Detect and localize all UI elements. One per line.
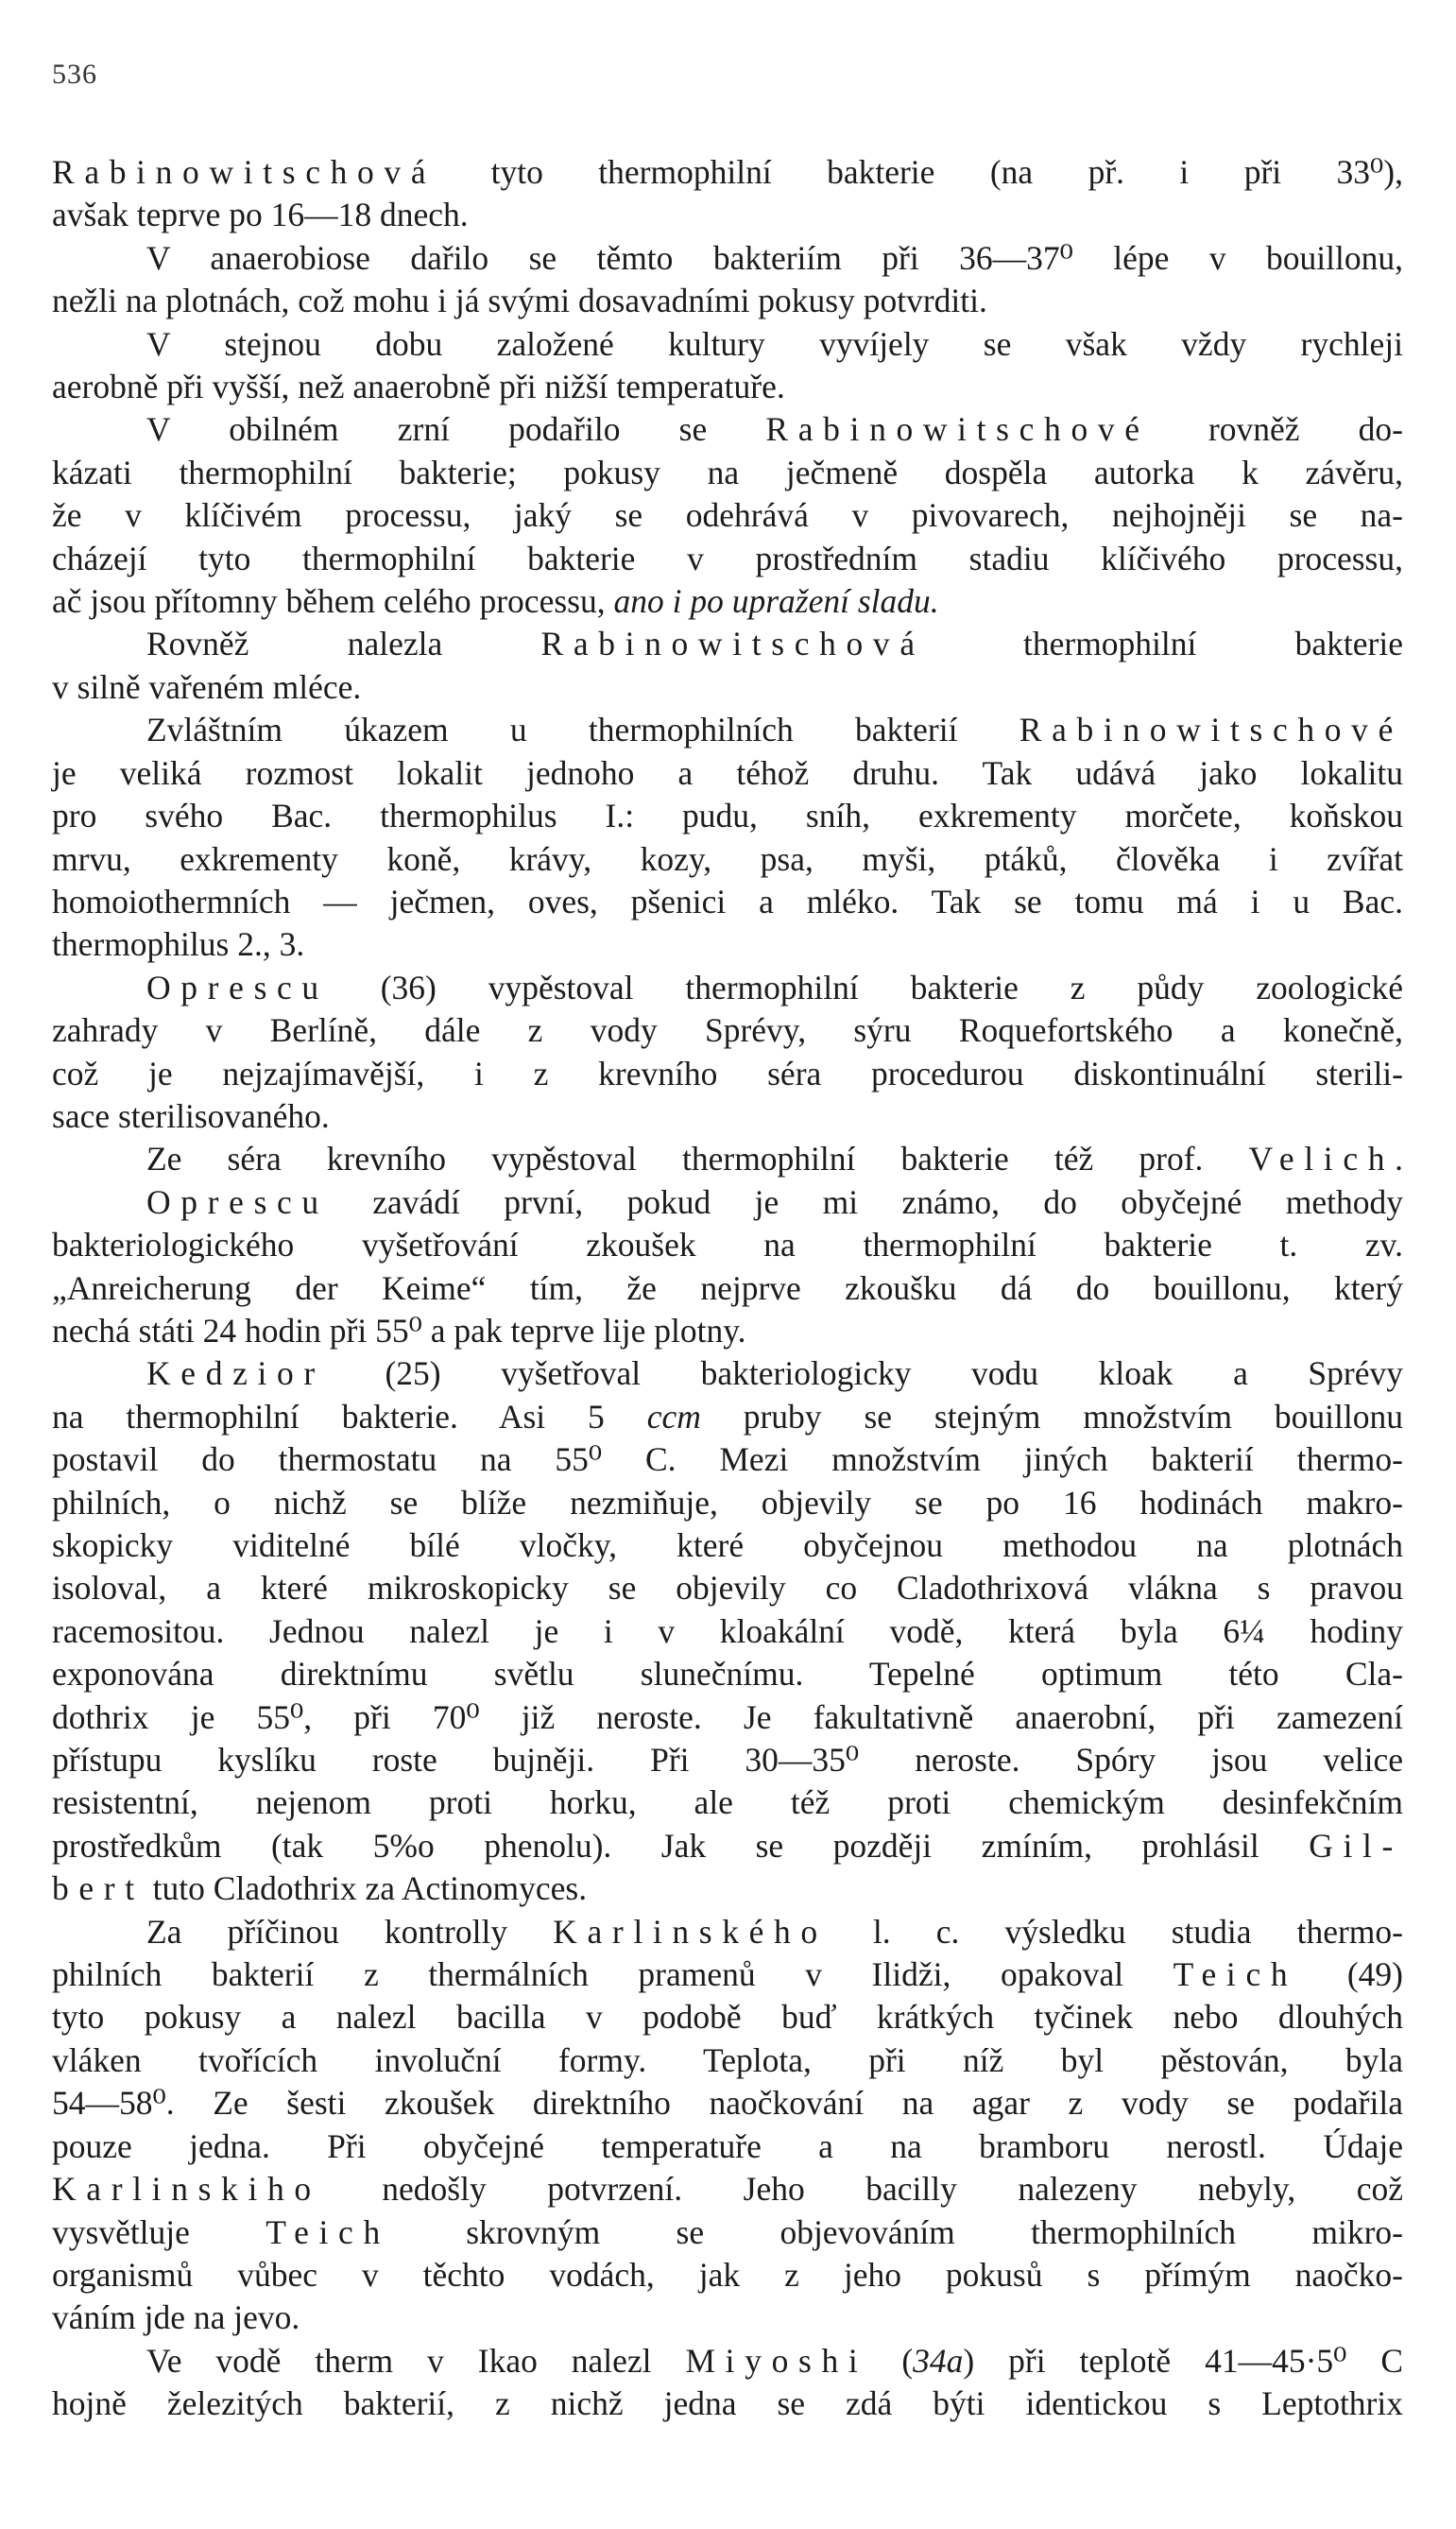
- text-line: vláken tvořících involuční formy. Teplota, při níž byl pěstován, byla: [52, 2040, 1403, 2079]
- text-line: Rabinowitschová tyto thermophilní bakterie (na př. i při 33⁰),: [52, 153, 1403, 191]
- text-line: homoiothermních — ječmen, oves, pšenici a mléko. Tak se tomu má i u Bac.: [52, 882, 1403, 920]
- text-line: mrvu, exkrementy koně, krávy, kozy, psa, myši, ptáků, člověka i zvířat: [52, 839, 1403, 878]
- text-line: na thermophilní bakterie. Asi 5 ccm pruby se stejným množstvím bouillonu: [52, 1397, 1403, 1436]
- text-line: philních, o nichž se blíže nezmiňuje, objevily se po 16 hodinách makro-: [52, 1483, 1403, 1522]
- text-line: Oprescu (36) vypěstoval thermophilní bakterie z půdy zoologické: [146, 968, 1403, 1006]
- text-line: kázati thermophilní bakterie; pokusy na ječmeně dospěla autorka k závěru,: [52, 453, 1403, 491]
- text-line: dothrix je 55⁰, při 70⁰ již neroste. Je fakultativně anaerobní, při zamezení: [52, 1697, 1403, 1736]
- text-line: bakteriologického vyšetřování zkoušek na thermophilní bakterie t. zv.: [52, 1226, 1403, 1264]
- text-line: Oprescu zavádí první, pokud je mi známo, do obyčejné methody: [146, 1182, 1403, 1221]
- body-text: [52, 151, 1403, 2426]
- text-line: Zvláštním úkazem u thermophilních bakterií Rabinowitschové: [146, 711, 1403, 749]
- text-line: Karlinskiho nedošly potvrzení. Jeho bacilly nalezeny nebyly, což: [52, 2170, 1403, 2209]
- text-line: což je nejzajímavější, i z krevního séra procedurou diskontinuální sterili-: [52, 1054, 1403, 1092]
- text-line: zahrady v Berlíně, dále z vody Sprévy, sýru Roquefortského a konečně,: [52, 1011, 1403, 1050]
- text-line: V anaerobiose dařilo se těmto bakteriím při 36—37⁰ lépe v bouillonu,: [146, 238, 1403, 277]
- text-line: thermophilus 2., 3.: [52, 925, 305, 964]
- text-line: organismů vůbec v těchto vodách, jak z jeho pokusů s přímým naočko-: [52, 2255, 1403, 2294]
- text-line: vysvětluje Teich skrovným se objevováním thermophilních mikro-: [52, 2212, 1403, 2251]
- text-line: bert tuto Cladothrix za Actinomyces.: [52, 1869, 588, 1908]
- text-line: sace sterilisovaného.: [52, 1096, 330, 1135]
- text-line: racemositou. Jednou nalezl je i v kloakální vodě, která byla 6¼ hodiny: [52, 1611, 1403, 1650]
- text-line: prostředkům (tak 5%o phenolu). Jak se později zmíním, prohlásil Gil-: [52, 1826, 1403, 1865]
- text-line: Za příčinou kontrolly Karlinského l. c. výsledku studia thermo-: [146, 1912, 1403, 1951]
- text-line: Ve vodě therm v Ikao nalezl Miyoshi (34a) při teplotě 41—45·5⁰ C: [146, 2341, 1403, 2380]
- text-line: ač jsou přítomny během celého processu, ano i po upražení sladu.: [52, 582, 939, 621]
- text-line: v silně vařeném mléce.: [52, 667, 362, 706]
- text-line: resistentní, nejenom proti horku, ale též proti chemickým desinfekčním: [52, 1783, 1403, 1822]
- text-line: postavil do thermostatu na 55⁰ C. Mezi množstvím jiných bakterií thermo-: [52, 1440, 1403, 1479]
- text-line: aerobně při vyšší, než anaerobně při nižší temperatuře.: [52, 368, 785, 406]
- text-line: je veliká rozmost lokalit jednoho a téhož druhu. Tak udává jako lokalitu: [52, 753, 1403, 792]
- page-number: 536: [52, 59, 97, 90]
- text-line: V obilném zrní podařilo se Rabinowitschové rovněž do-: [146, 410, 1403, 449]
- text-line: tyto pokusy a nalezl bacilla v podobě buď krátkých tyčinek nebo dlouhých: [52, 1998, 1403, 2037]
- text-line: nechá státi 24 hodin při 55⁰ a pak teprve lije plotny.: [52, 1311, 746, 1350]
- text-line: „Anreicherung der Keime“ tím, že nejprve zkoušku dá do bouillonu, který: [52, 1268, 1403, 1307]
- text-line: V stejnou dobu založené kultury vyvíjely se však vždy rychleji: [146, 324, 1403, 363]
- text-line: 54—58⁰. Ze šesti zkoušek direktního naočkování na agar z vody se podařila: [52, 2084, 1403, 2123]
- text-line: Rovněž nalezla Rabinowitschová thermophilní bakterie: [146, 625, 1403, 663]
- text-line: nežli na plotnách, což mohu i já svými dosavadními pokusy potvrditi.: [52, 282, 987, 320]
- text-line: philních bakterií z thermálních pramenů v Ilidži, opakoval Teich (49): [52, 1955, 1403, 1994]
- text-line: hojně železitých bakterií, z nichž jedna se zdá býti identickou s Leptothrix: [52, 2384, 1403, 2423]
- text-line: přístupu kyslíku roste bujněji. Při 30—35⁰ neroste. Spóry jsou velice: [52, 1741, 1403, 1780]
- text-line: Ze séra krevního vypěstoval thermophilní bakterie též prof. Velich.: [146, 1140, 1403, 1178]
- text-line: že v klíčivém processu, jaký se odehrává v pivovarech, nejhojněji se na-: [52, 496, 1403, 535]
- text-line: pouze jedna. Při obyčejné temperatuře a na bramboru nerostl. Údaje: [52, 2126, 1403, 2165]
- text-line: avšak teprve po 16—18 dnech.: [52, 196, 469, 234]
- text-line: isoloval, a které mikroskopicky se objevily co Cladothrixová vlákna s pravou: [52, 1569, 1403, 1608]
- text-line: pro svého Bac. thermophilus I.: pudu, sníh, exkrementy morčete, koňskou: [52, 797, 1403, 835]
- text-line: skopicky viditelné bílé vločky, které obyčejnou methodou na plotnách: [52, 1526, 1403, 1564]
- text-line: váním jde na jevo.: [52, 2298, 300, 2337]
- text-line: exponována direktnímu světlu slunečnímu. Tepelné optimum této Cla-: [52, 1655, 1403, 1694]
- text-line: Kedzior (25) vyšetřoval bakteriologicky vodu kloak a Sprévy: [146, 1354, 1403, 1393]
- text-line: cházejí tyto thermophilní bakterie v prostředním stadiu klíčivého processu,: [52, 539, 1403, 577]
